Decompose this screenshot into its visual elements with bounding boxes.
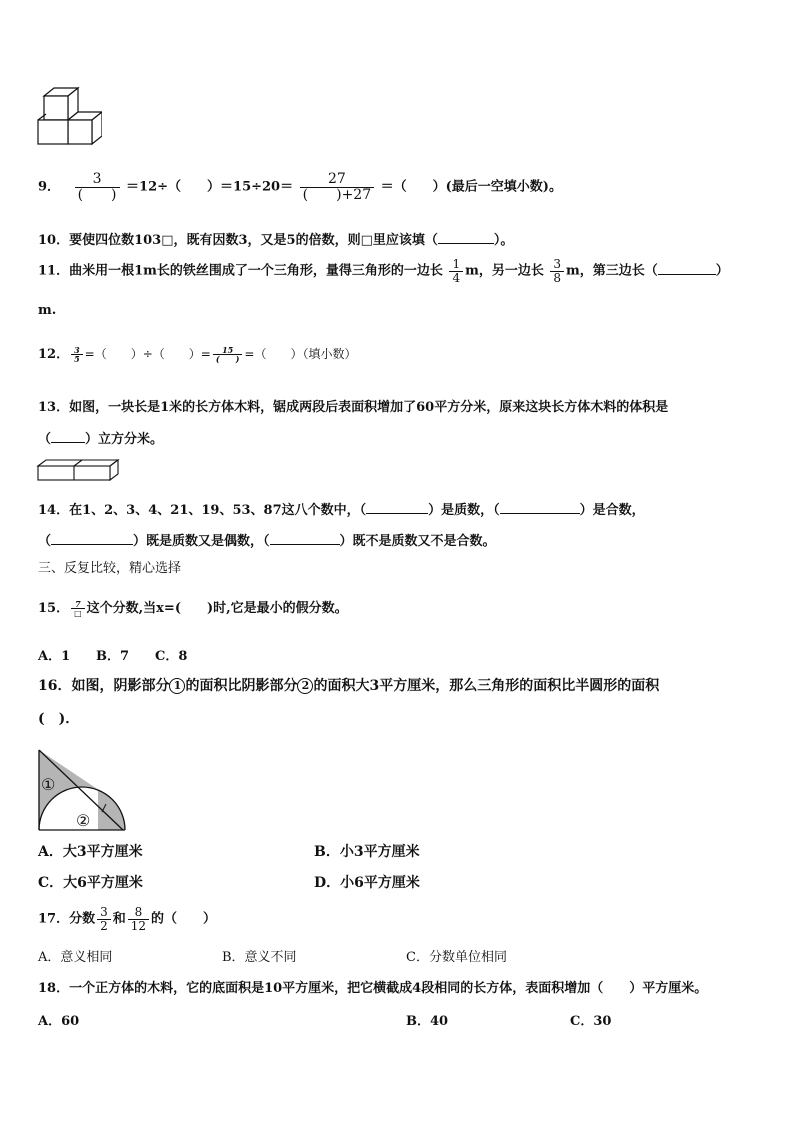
q9-f1-den: ( )	[77, 186, 117, 203]
q15-option-c[interactable]: C．8	[155, 649, 188, 664]
q12-f1-num: 3	[71, 346, 83, 355]
q15-text: 这个分数,当x=( )时,它是最小的假分数。	[86, 601, 348, 616]
question-16-line-1	[38, 675, 659, 695]
q9-f2-num: 27	[300, 172, 374, 188]
q10-text: 10．要使四位数103□，既有因数3，又是5的倍数，则□里应该填（	[38, 233, 438, 248]
q17-f1-den: 2	[100, 918, 108, 933]
question-9	[38, 172, 562, 202]
q16-circle-1: 1	[169, 678, 185, 694]
triangle-semicircle-figure	[36, 748, 128, 834]
q14-text-f: ）既不是质数又不是合数。	[339, 534, 496, 549]
q14-text-a: 14．在1、2、3、4、21、19、53、87这八个数中，（	[38, 503, 367, 518]
q15-number: 15．	[38, 601, 70, 616]
fig-label-2: ②	[76, 811, 91, 830]
q9-fraction-2	[300, 172, 374, 202]
fig-label-1: ①	[41, 775, 56, 794]
q16-option-a[interactable]: A．大3平方厘米	[38, 844, 143, 860]
q9-text-2: ＝（ ）(最后一空填小数)。	[380, 179, 562, 195]
q9-fraction-1	[75, 172, 120, 202]
q12-f2-num: 15	[213, 346, 243, 355]
q17-text-1: 17．分数	[38, 911, 96, 927]
q15-fraction	[71, 600, 85, 618]
q17-f2-den: 12	[130, 918, 147, 933]
q17-f1-num: 3	[97, 906, 111, 920]
q12-text-2: =（ ）（填小数）	[244, 347, 357, 361]
question-14-line-2	[38, 530, 496, 549]
q13-close: ）立方分米。	[85, 432, 164, 447]
question-16-line-2: ( )．	[38, 711, 80, 727]
q15-option-b[interactable]: B．7	[96, 649, 130, 664]
q16-text-2: 的面积比阴影部分	[185, 678, 298, 694]
q17-option-b[interactable]: B．意义不同	[222, 950, 297, 965]
q16-option-b[interactable]: B．小3平方厘米	[314, 844, 420, 860]
question-14-line-1	[38, 499, 645, 518]
q11-unit: m.	[38, 303, 57, 318]
q11-f1-num: 1	[449, 258, 463, 272]
q14-text-d: （	[38, 534, 52, 549]
q12-fraction-2	[213, 346, 243, 364]
q18-option-c[interactable]: C．30	[570, 1014, 612, 1029]
q12-text-1: =（ ）÷（ ）=	[84, 347, 211, 361]
q11-fraction-2	[550, 258, 564, 284]
q11-answer-blank[interactable]	[658, 262, 716, 275]
q11-fraction-1	[449, 258, 463, 284]
q15-f-num: 7	[71, 600, 85, 609]
q13-open: （	[38, 432, 52, 447]
q11-text-2: m，另一边长	[465, 263, 544, 279]
q16-text-1: 16．如图，阴影部分	[38, 678, 170, 694]
q11-f2-den: 8	[553, 270, 562, 285]
question-11	[38, 258, 729, 284]
q11-f2-num: 3	[550, 258, 564, 272]
q17-text-3: 的（ ）	[151, 911, 217, 927]
q11-text-1: 11．曲米用一根1m长的铁丝围成了一个三角形，量得三角形的一边长	[38, 263, 443, 279]
question-13-line-1: 13．如图，一块长是1米的长方体木料，锯成两段后表面积增加了60平方分米，原来这块长方体木料的体积是	[38, 400, 669, 415]
question-13-line-2	[38, 428, 163, 447]
q16-circle-2: 2	[297, 678, 313, 694]
q9-f2-den: ( )+27	[302, 186, 372, 203]
q11-f1-den: 4	[452, 270, 461, 285]
q12-fraction-1	[71, 346, 83, 364]
q12-f1-den: 5	[74, 354, 80, 364]
q14-blank-neither[interactable]	[270, 532, 340, 545]
q9-number: 9．	[38, 179, 61, 195]
q9-f1-num: 3	[75, 172, 120, 188]
q16-option-c[interactable]: C．大6平方厘米	[38, 875, 143, 891]
q17-option-a[interactable]: A．意义相同	[38, 950, 113, 965]
q10-end: ）。	[493, 233, 514, 248]
q14-blank-composite[interactable]	[500, 501, 580, 514]
q11-text-3: m，第三边长（	[566, 263, 658, 279]
q16-option-d[interactable]: D．小6平方厘米	[314, 875, 420, 891]
question-15	[38, 597, 348, 617]
q12-number: 12．	[38, 347, 70, 362]
q15-option-a[interactable]: A．1	[38, 649, 71, 664]
q12-f2-den: ( )	[215, 354, 240, 364]
question-17	[38, 906, 216, 932]
q14-text-b: ）是质数，（	[428, 503, 500, 518]
question-18: 18．一个正方体的木料，它的底面积是10平方厘米，把它横截成4段相同的长方体，表面积增加（ ）平方厘米。	[38, 981, 708, 996]
q11-text-4: ）	[715, 263, 729, 279]
q17-fraction-2	[128, 906, 149, 932]
question-10	[38, 229, 513, 248]
q14-blank-even-prime[interactable]	[51, 532, 133, 545]
section-3-heading: 三、反复比较，精心选择	[38, 561, 182, 576]
q13-answer-blank[interactable]	[51, 430, 85, 443]
cuboid-figure	[36, 458, 120, 482]
q9-text-1: ＝12÷（ ）＝15÷20＝	[126, 179, 294, 195]
q15-f-den: □	[74, 608, 82, 618]
q10-answer-blank[interactable]	[438, 231, 494, 244]
q18-option-b[interactable]: B．40	[406, 1014, 449, 1029]
q17-fraction-1	[97, 906, 111, 932]
q14-text-c: ）是合数，	[579, 503, 645, 518]
q18-option-a[interactable]: A．60	[38, 1014, 80, 1029]
q17-f2-num: 8	[128, 906, 149, 920]
q16-text-3: 的面积大3平方厘米，那么三角形的面积比半圆形的面积	[313, 678, 660, 694]
q14-blank-prime[interactable]	[366, 501, 428, 514]
question-12	[38, 343, 356, 363]
cube-stack-figure	[36, 86, 102, 148]
q14-text-e: ）既是质数又是偶数，（	[133, 534, 270, 549]
q17-option-c[interactable]: C．分数单位相同	[406, 950, 507, 965]
q17-text-2: 和	[112, 911, 126, 927]
